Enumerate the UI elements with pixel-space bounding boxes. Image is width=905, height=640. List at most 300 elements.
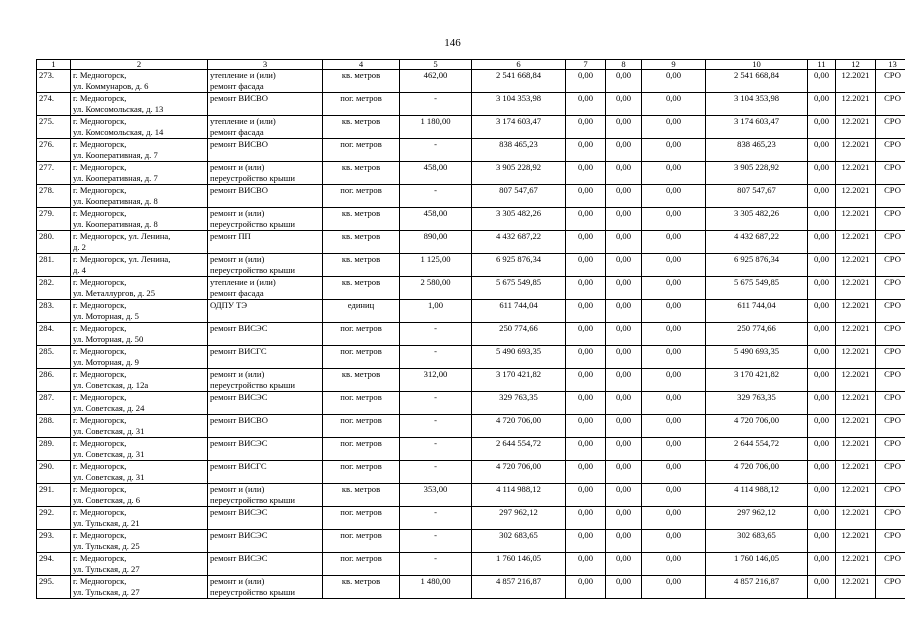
work-type-cell [208,208,323,231]
quantity-cell: - [400,438,472,461]
quantity-cell: - [400,415,472,438]
amount-col11-cell: 0,00 [808,300,836,323]
amount-col10-cell: 3 174 603,47 [706,116,808,139]
address-line: ул. Коммунаров, д. 6 [73,80,149,91]
quantity-cell: 312,00 [400,369,472,392]
table-row [37,507,905,530]
deadline-cell: 12.2021 [836,70,876,93]
work-type-cell [208,438,323,461]
address-cell [71,139,208,162]
quantity-cell: - [400,507,472,530]
address-line: ул. Советская, д. 6 [73,494,141,505]
amount-col8-cell: 0,00 [606,484,642,507]
amount-col9-cell: 0,00 [642,254,706,277]
amount-col8-cell: 0,00 [606,116,642,139]
quantity-cell: - [400,93,472,116]
funding-source-cell: СРО [876,93,905,116]
work-type-cell [208,346,323,369]
amount-col8-cell: 0,00 [606,461,642,484]
amount-col11-cell: 0,00 [808,346,836,369]
work-type-cell [208,116,323,139]
table-row [37,369,905,392]
amount-col11-cell: 0,00 [808,139,836,162]
column-header-7: 7 [566,60,606,70]
amount-col11-cell: 0,00 [808,484,836,507]
table-row [37,162,905,185]
column-header-5: 5 [400,60,472,70]
address-cell [71,369,208,392]
amount-col8-cell: 0,00 [606,277,642,300]
table-row [37,139,905,162]
column-header-1: 1 [37,60,71,70]
amount-col10-cell: 4 432 687,22 [706,231,808,254]
address-cell [71,231,208,254]
total-cost-cell: 4 720 706,00 [472,415,566,438]
work-type-line: ремонт ВИСЭС [210,553,268,563]
deadline-cell: 12.2021 [836,300,876,323]
deadline-cell: 12.2021 [836,415,876,438]
amount-col11-cell: 0,00 [808,208,836,231]
work-type-line: переустройство крыши [210,264,295,275]
address-line: г. Медногорск, [73,139,127,149]
work-type-line: переустройство крыши [210,494,295,505]
work-type-line: ремонт фасада [210,126,264,137]
unit-cell: пог. метров [323,553,400,576]
work-type-cell [208,484,323,507]
row-number: 285. [37,346,71,369]
amount-col10-cell: 4 720 706,00 [706,415,808,438]
work-type-line: ремонт ВИСВО [210,415,268,425]
amount-col8-cell: 0,00 [606,438,642,461]
unit-cell: кв. метров [323,162,400,185]
amount-col11-cell: 0,00 [808,392,836,415]
total-cost-cell: 611 744,04 [472,300,566,323]
work-type-cell [208,185,323,208]
amount-col9-cell: 0,00 [642,116,706,139]
work-type-cell [208,576,323,599]
amount-col8-cell: 0,00 [606,300,642,323]
total-cost-cell: 3 305 482,26 [472,208,566,231]
work-type-line: ремонт ВИСВО [210,93,268,103]
amount-col9-cell: 0,00 [642,231,706,254]
address-line: г. Медногорск, [73,461,127,471]
amount-col10-cell: 4 857 216,87 [706,576,808,599]
address-line: ул. Кооперативная, д. 8 [73,218,158,229]
unit-cell: пог. метров [323,415,400,438]
unit-cell: единиц [323,300,400,323]
row-number: 277. [37,162,71,185]
amount-col7-cell: 0,00 [566,139,606,162]
funding-source-cell: СРО [876,530,905,553]
deadline-cell: 12.2021 [836,576,876,599]
total-cost-cell: 297 962,12 [472,507,566,530]
amount-col11-cell: 0,00 [808,254,836,277]
address-line: ул. Кооперативная, д. 7 [73,172,158,183]
row-number: 279. [37,208,71,231]
address-line: ул. Советская, д. 31 [73,448,145,459]
address-cell [71,93,208,116]
amount-col10-cell: 2 541 668,84 [706,70,808,93]
table-row [37,553,905,576]
table-row [37,277,905,300]
address-line: ул. Кооперативная, д. 7 [73,149,158,160]
work-type-cell [208,553,323,576]
funding-source-cell: СРО [876,415,905,438]
funding-source-cell: СРО [876,507,905,530]
table-body [37,70,905,599]
row-number: 281. [37,254,71,277]
funding-source-cell: СРО [876,369,905,392]
address-line: г. Медногорск, [73,162,127,172]
amount-col9-cell: 0,00 [642,461,706,484]
address-line: г. Медногорск, [73,553,127,563]
amount-col11-cell: 0,00 [808,231,836,254]
quantity-cell: 458,00 [400,162,472,185]
work-type-line: утепление и (или) [210,116,276,126]
quantity-cell: 1 125,00 [400,254,472,277]
address-line: ул. Тульская, д. 21 [73,517,140,528]
quantity-cell: 1 480,00 [400,576,472,599]
amount-col7-cell: 0,00 [566,507,606,530]
row-number: 293. [37,530,71,553]
address-cell [71,415,208,438]
amount-col11-cell: 0,00 [808,162,836,185]
unit-cell: пог. метров [323,392,400,415]
work-type-line: ремонт ВИСЭС [210,392,268,402]
amount-col11-cell: 0,00 [808,438,836,461]
amount-col8-cell: 0,00 [606,139,642,162]
work-type-line: ремонт ВИСВО [210,185,268,195]
row-number: 275. [37,116,71,139]
address-line: ул. Тульская, д. 27 [73,563,140,574]
table-row [37,392,905,415]
deadline-cell: 12.2021 [836,208,876,231]
work-type-cell [208,139,323,162]
address-line: ул. Советская, д. 31 [73,471,145,482]
deadline-cell: 12.2021 [836,231,876,254]
amount-col7-cell: 0,00 [566,208,606,231]
row-number: 284. [37,323,71,346]
amount-col8-cell: 0,00 [606,254,642,277]
amount-col7-cell: 0,00 [566,346,606,369]
amount-col8-cell: 0,00 [606,576,642,599]
amount-col9-cell: 0,00 [642,185,706,208]
quantity-cell: - [400,185,472,208]
row-number: 276. [37,139,71,162]
funding-source-cell: СРО [876,323,905,346]
amount-col7-cell: 0,00 [566,231,606,254]
deadline-cell: 12.2021 [836,93,876,116]
address-line: г. Медногорск, [73,323,127,333]
work-type-line: переустройство крыши [210,218,295,229]
amount-col8-cell: 0,00 [606,208,642,231]
address-cell [71,530,208,553]
row-number: 273. [37,70,71,93]
work-type-line: ремонт и (или) [210,576,265,586]
address-line: ул. Советская, д. 31 [73,425,145,436]
total-cost-cell: 5 675 549,85 [472,277,566,300]
quantity-cell: - [400,392,472,415]
amount-col9-cell: 0,00 [642,139,706,162]
amount-col9-cell: 0,00 [642,277,706,300]
address-cell [71,323,208,346]
quantity-cell: 890,00 [400,231,472,254]
total-cost-cell: 4 114 988,12 [472,484,566,507]
work-type-line: ремонт ВИСГС [210,461,267,471]
address-line: ул. Кооперативная, д. 8 [73,195,158,206]
amount-col8-cell: 0,00 [606,231,642,254]
row-number: 278. [37,185,71,208]
unit-cell: пог. метров [323,346,400,369]
page-number: 146 [444,37,461,49]
address-line: г. Медногорск, [73,415,127,425]
amount-col9-cell: 0,00 [642,530,706,553]
address-line: г. Медногорск, [73,369,127,379]
unit-cell: пог. метров [323,93,400,116]
work-type-cell [208,415,323,438]
address-cell [71,208,208,231]
row-number: 283. [37,300,71,323]
funding-source-cell: СРО [876,346,905,369]
unit-cell: пог. метров [323,185,400,208]
deadline-cell: 12.2021 [836,139,876,162]
amount-col10-cell: 5 490 693,35 [706,346,808,369]
row-number: 286. [37,369,71,392]
column-header-11: 11 [808,60,836,70]
amount-col9-cell: 0,00 [642,553,706,576]
unit-cell: кв. метров [323,369,400,392]
total-cost-cell: 302 683,65 [472,530,566,553]
work-type-line: переустройство крыши [210,379,295,390]
funding-source-cell: СРО [876,139,905,162]
amount-col8-cell: 0,00 [606,93,642,116]
address-line: ул. Моторная, д. 5 [73,310,139,321]
amount-col10-cell: 4 114 988,12 [706,484,808,507]
work-type-cell [208,461,323,484]
row-number: 282. [37,277,71,300]
table-row [37,208,905,231]
amount-col11-cell: 0,00 [808,93,836,116]
address-line: д. 2 [73,241,86,252]
amount-col10-cell: 807 547,67 [706,185,808,208]
row-number: 287. [37,392,71,415]
work-type-line: утепление и (или) [210,70,276,80]
funding-source-cell: СРО [876,576,905,599]
address-line: г. Медногорск, [73,576,127,586]
table-row [37,185,905,208]
funding-source-cell: СРО [876,392,905,415]
amount-col11-cell: 0,00 [808,415,836,438]
unit-cell: пог. метров [323,323,400,346]
amount-col10-cell: 5 675 549,85 [706,277,808,300]
amount-col7-cell: 0,00 [566,461,606,484]
address-line: г. Медногорск, [73,70,127,80]
amount-col7-cell: 0,00 [566,185,606,208]
work-type-line: ремонт и (или) [210,162,265,172]
row-number: 291. [37,484,71,507]
funding-source-cell: СРО [876,254,905,277]
work-type-line: ремонт ВИСЭС [210,323,268,333]
unit-cell: пог. метров [323,530,400,553]
row-number: 288. [37,415,71,438]
work-type-line: переустройство крыши [210,172,295,183]
address-cell [71,277,208,300]
address-line: ул. Металлургов, д. 25 [73,287,155,298]
address-line: г. Медногорск, [73,484,127,494]
deadline-cell: 12.2021 [836,484,876,507]
total-cost-cell: 5 490 693,35 [472,346,566,369]
work-type-cell [208,277,323,300]
deadline-cell: 12.2021 [836,346,876,369]
address-cell [71,185,208,208]
amount-col11-cell: 0,00 [808,507,836,530]
total-cost-cell: 4 857 216,87 [472,576,566,599]
amount-col10-cell: 6 925 876,34 [706,254,808,277]
funding-source-cell: СРО [876,162,905,185]
table-row [37,484,905,507]
amount-col11-cell: 0,00 [808,116,836,139]
deadline-cell: 12.2021 [836,254,876,277]
funding-source-cell: СРО [876,484,905,507]
funding-source-cell: СРО [876,116,905,139]
address-line: г. Медногорск, [73,277,127,287]
quantity-cell: 353,00 [400,484,472,507]
total-cost-cell: 807 547,67 [472,185,566,208]
table-row [37,254,905,277]
address-cell [71,461,208,484]
row-number: 274. [37,93,71,116]
amount-col9-cell: 0,00 [642,93,706,116]
total-cost-cell: 4 720 706,00 [472,461,566,484]
amount-col8-cell: 0,00 [606,507,642,530]
work-type-line: ремонт фасада [210,287,264,298]
column-header-13: 13 [876,60,905,70]
total-cost-cell: 3 905 228,92 [472,162,566,185]
amount-col9-cell: 0,00 [642,323,706,346]
address-line: ул. Моторная, д. 9 [73,356,139,367]
column-number-header-row [37,60,905,70]
amount-col11-cell: 0,00 [808,185,836,208]
unit-cell: кв. метров [323,70,400,93]
total-cost-cell: 838 465,23 [472,139,566,162]
column-header-9: 9 [642,60,706,70]
table-row [37,323,905,346]
address-cell [71,438,208,461]
unit-cell: пог. метров [323,438,400,461]
address-cell [71,162,208,185]
unit-cell: кв. метров [323,116,400,139]
amount-col11-cell: 0,00 [808,323,836,346]
address-line: г. Медногорск, [73,507,127,517]
amount-col9-cell: 0,00 [642,162,706,185]
row-number: 295. [37,576,71,599]
amount-col10-cell: 329 763,35 [706,392,808,415]
amount-col11-cell: 0,00 [808,461,836,484]
work-type-line: ремонт и (или) [210,369,265,379]
table-row [37,530,905,553]
table-row [37,576,905,599]
total-cost-cell: 3 104 353,98 [472,93,566,116]
amount-col8-cell: 0,00 [606,346,642,369]
amount-col9-cell: 0,00 [642,369,706,392]
address-line: г. Медногорск, [73,392,127,402]
quantity-cell: - [400,139,472,162]
unit-cell: кв. метров [323,254,400,277]
amount-col7-cell: 0,00 [566,254,606,277]
work-type-line: ремонт ВИСЭС [210,507,268,517]
amount-col10-cell: 1 760 146,05 [706,553,808,576]
column-header-3: 3 [208,60,323,70]
column-header-6: 6 [472,60,566,70]
work-type-line: ремонт ВИСВО [210,139,268,149]
work-type-cell [208,231,323,254]
amount-col9-cell: 0,00 [642,300,706,323]
unit-cell: кв. метров [323,277,400,300]
quantity-cell: 458,00 [400,208,472,231]
amount-col8-cell: 0,00 [606,70,642,93]
address-line: ул. Тульская, д. 25 [73,540,140,551]
amount-col9-cell: 0,00 [642,507,706,530]
address-line: г. Медногорск, [73,185,127,195]
total-cost-cell: 2 644 554,72 [472,438,566,461]
unit-cell: пог. метров [323,507,400,530]
address-cell [71,116,208,139]
work-type-line: переустройство крыши [210,586,295,597]
table-row [37,93,905,116]
amount-col7-cell: 0,00 [566,323,606,346]
work-type-cell [208,162,323,185]
address-cell [71,300,208,323]
work-type-cell [208,93,323,116]
work-type-line: ремонт ВИСГС [210,346,267,356]
row-number: 294. [37,553,71,576]
address-line: д. 4 [73,264,86,275]
amount-col9-cell: 0,00 [642,346,706,369]
funding-source-cell: СРО [876,208,905,231]
amount-col7-cell: 0,00 [566,70,606,93]
table-row [37,116,905,139]
deadline-cell: 12.2021 [836,323,876,346]
amount-col9-cell: 0,00 [642,70,706,93]
table-row [37,231,905,254]
deadline-cell: 12.2021 [836,277,876,300]
address-cell [71,254,208,277]
column-header-12: 12 [836,60,876,70]
address-line: ул. Тульская, д. 27 [73,586,140,597]
funding-source-cell: СРО [876,231,905,254]
quantity-cell: 1,00 [400,300,472,323]
funding-source-cell: СРО [876,438,905,461]
address-line: ул. Советская, д. 24 [73,402,145,413]
quantity-cell: - [400,461,472,484]
amount-col11-cell: 0,00 [808,576,836,599]
address-line: г. Медногорск, [73,208,127,218]
amount-col8-cell: 0,00 [606,185,642,208]
address-cell [71,392,208,415]
address-cell [71,70,208,93]
address-line: г. Медногорск, [73,346,127,356]
address-line: г. Медногорск, ул. Ленина, [73,231,171,241]
funding-source-cell: СРО [876,553,905,576]
table-row [37,438,905,461]
unit-cell: кв. метров [323,231,400,254]
funding-source-cell: СРО [876,300,905,323]
unit-cell: пог. метров [323,461,400,484]
total-cost-cell: 2 541 668,84 [472,70,566,93]
address-cell [71,507,208,530]
amount-col7-cell: 0,00 [566,300,606,323]
address-line: ул. Комсомольская, д. 14 [73,126,164,137]
